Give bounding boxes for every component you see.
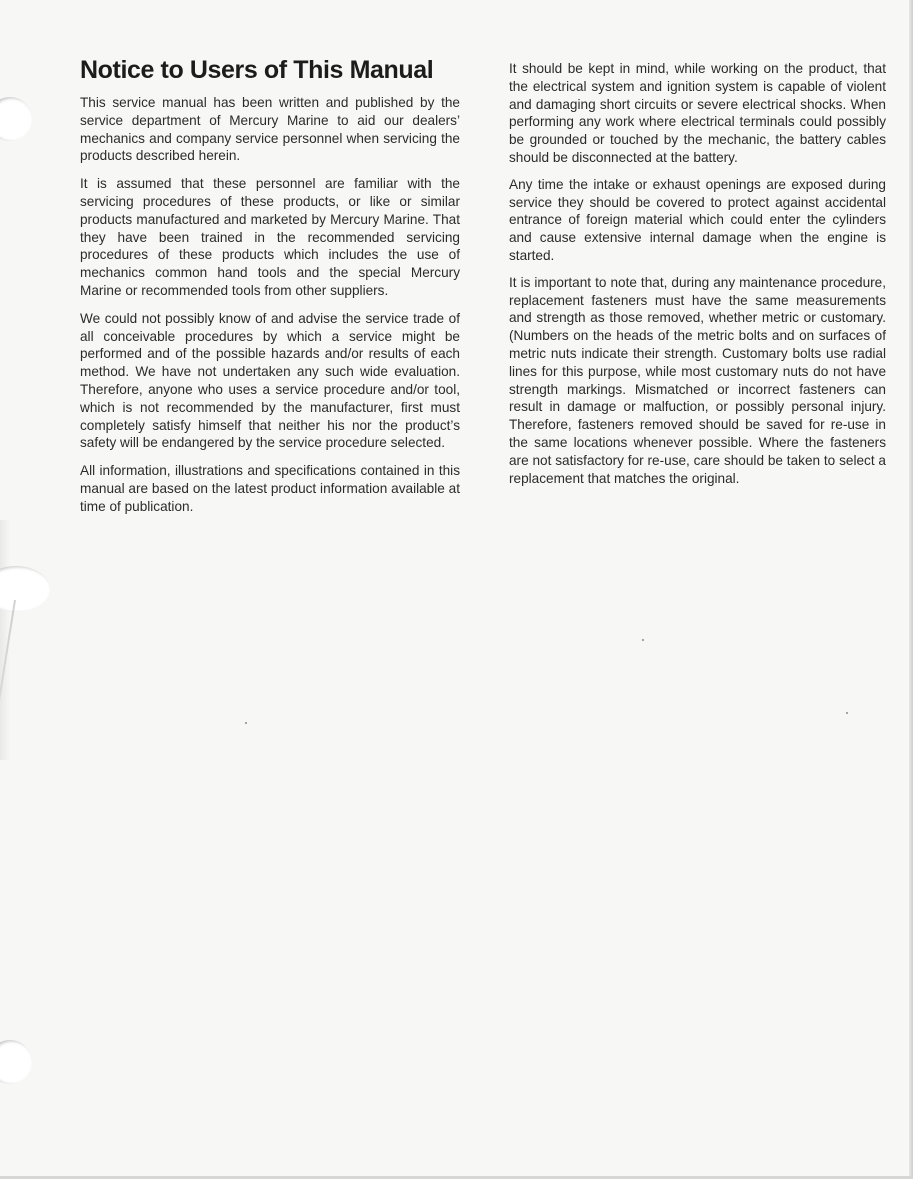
paper-speck bbox=[642, 639, 644, 641]
paragraph: This service manual has been written and published by the service department of Mercury Marine to aid our dealers’ mechanics and company service personnel when servicing the products described herein. bbox=[80, 95, 460, 164]
paragraph: We could not possibly know of and advise the service trade of all conceivable procedures by which a service might be performed and of the possible hazards and/or results of each method. We have not undertaken any such wide evaluation. Therefore, anyone who uses a service procedure and/or tool, which is not recommended by the manufacturer, first must completely satisfy himself that neither his nor the product’s safety will be endangered by the service procedure selected. bbox=[80, 310, 460, 451]
left-column bbox=[80, 56, 460, 526]
paragraph: It is important to note that, during any maintenance procedure, replacement fasteners must have the same measurements and strength as those removed, whether metric or customary. (Numbers on the heads of the metric bolts and on surfaces of metric nuts indicate their strength. Customary bolts use radial lines for this purpose, while most customary nuts do not have strength markings. Mismatched or incorrect fasteners can result in damage or malfuction, or possibly personal injury. Therefore, fasteners removed should be saved for re-use in the same locations whenever possible. Where the fasteners are not satisfactory for re-use, care should be taken to select a replacement that matches the original. bbox=[509, 274, 886, 486]
binder-hole-torn bbox=[0, 566, 50, 612]
page-edge bbox=[909, 0, 913, 1179]
right-column bbox=[509, 60, 886, 496]
paper-speck bbox=[846, 712, 848, 714]
paper-speck bbox=[245, 722, 247, 724]
binder-hole-top bbox=[0, 97, 32, 141]
paragraph: It is assumed that these personnel are familiar with the servicing procedures of these products, or like or similar products manufactured and marketed by Mercury Marine. That they have been trained in the recommended servicing procedures of these products which includes the use of mechanics common hand tools and the special Mercury Marine or recommended tools from other suppliers. bbox=[80, 176, 460, 298]
paragraph: Any time the intake or exhaust openings are exposed during service they should be covered to protect against accidental entrance of foreign material which could enter the cylinders and cause extensive internal damage when the engine is started. bbox=[509, 176, 886, 263]
paragraph: All information, illustrations and specifications contained in this manual are based on the latest product information available at time of publication. bbox=[80, 463, 460, 514]
page-title: Notice to Users of This Manual bbox=[80, 56, 434, 84]
binder-hole-bottom bbox=[0, 1040, 32, 1084]
paragraph: It should be kept in mind, while working on the product, that the electrical system and ignition system is capable of violent and damaging short circuits or severe electrical shocks. When performing any work where electrical terminals could possibly be grounded or touched by the mechanic, the battery cables should be disconnected at the battery. bbox=[509, 61, 886, 165]
